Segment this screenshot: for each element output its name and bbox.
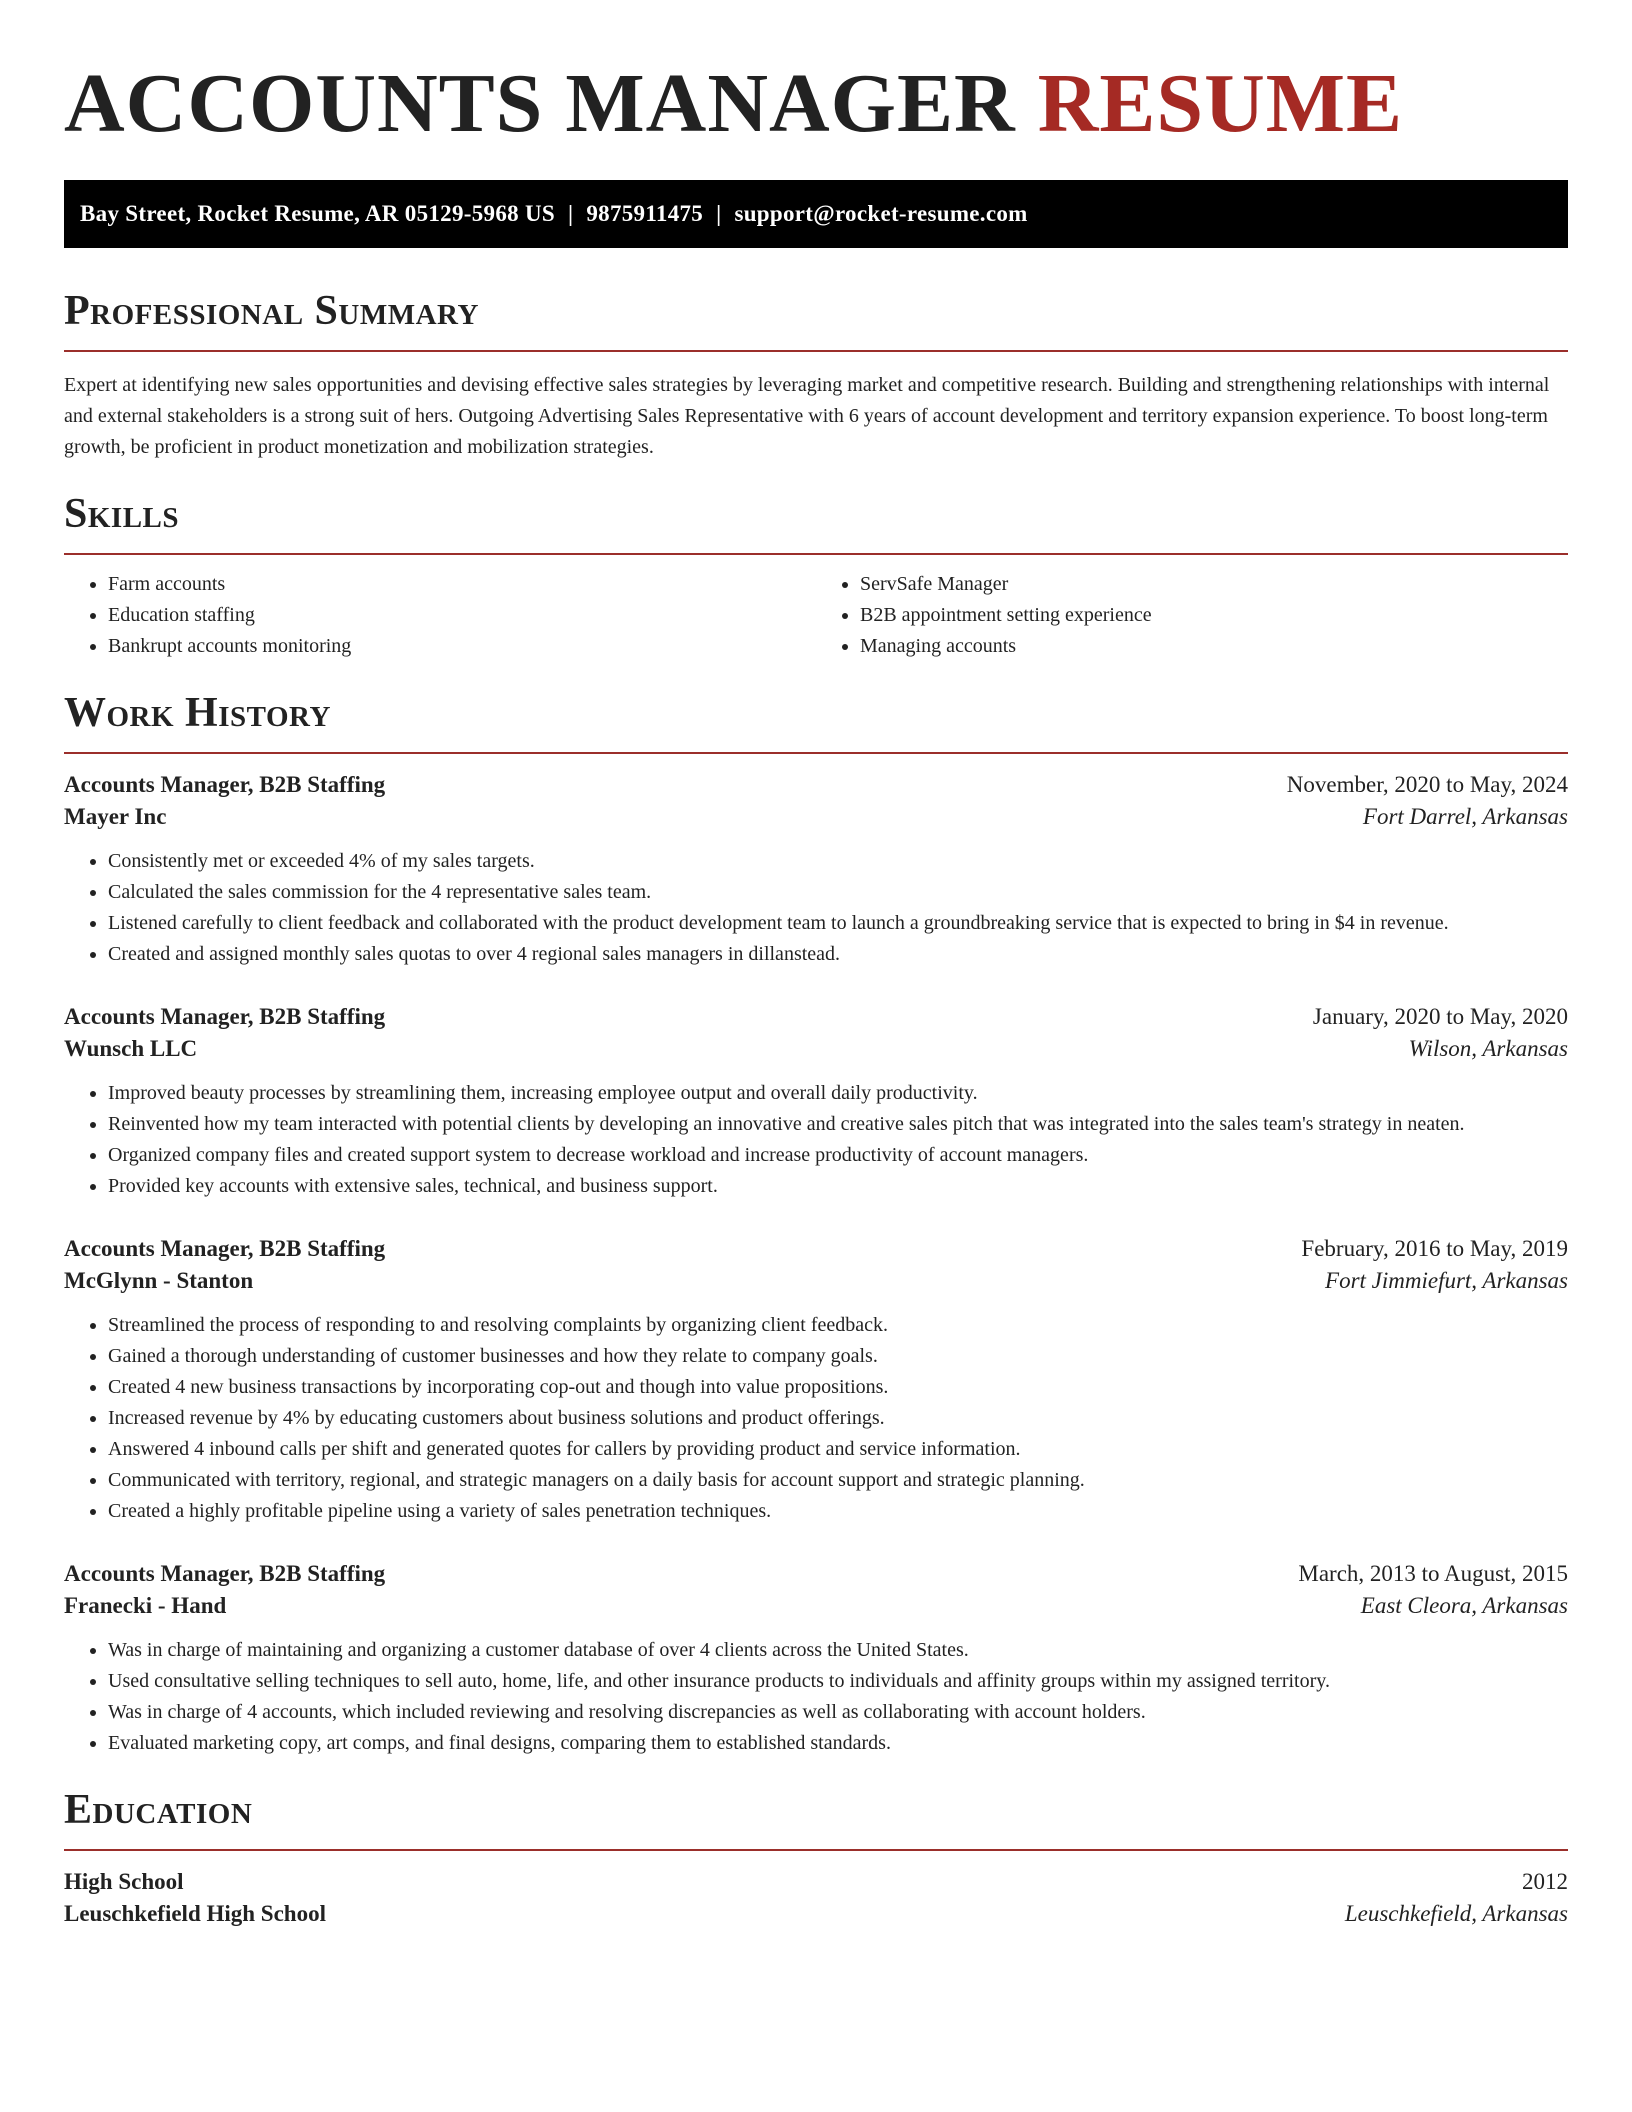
job-company-row: [64, 804, 1568, 830]
education-location: Leuschkefield, Arkansas: [1344, 1901, 1568, 1926]
job-company: Wunsch LLC: [64, 1036, 198, 1061]
job-bullet: • Created a highly profitable pipeline using a variety of sales penetration techniques.: [108, 1496, 1568, 1527]
job-bullets: [64, 846, 1568, 970]
section-heading-education: Education: [64, 1787, 253, 1833]
job-bullet: • Increased revenue by 4% by educating customers about business solutions and product offerings.: [108, 1403, 1568, 1434]
job-bullet: • Consistently met or exceeded 4% of my sales targets.: [108, 846, 1568, 877]
job-company: McGlynn - Stanton: [64, 1268, 254, 1293]
job-title: Accounts Manager, B2B Staffing: [64, 1561, 386, 1586]
job-bullets: [64, 1310, 1568, 1527]
skill-item: • Farm accounts: [108, 569, 816, 600]
section-divider: [64, 553, 1568, 555]
job-title: Accounts Manager, B2B Staffing: [64, 772, 386, 797]
job-bullet: • Created and assigned monthly sales quotas to over 4 regional sales managers in dillanstead.: [108, 939, 1568, 970]
job-bullet: • Listened carefully to client feedback and collaborated with the product development team to launch a groundbreaking service that is expected to bring in $4 in revenue.: [108, 908, 1568, 939]
job-bullet: • Answered 4 inbound calls per shift and generated quotes for callers by providing product and service information.: [108, 1434, 1568, 1465]
job-bullet: • Calculated the sales commission for the 4 representative sales team.: [108, 877, 1568, 908]
contact-address: Bay Street, Rocket Resume, AR 05129-5968 US: [80, 201, 555, 226]
job-bullet: • Provided key accounts with extensive sales, technical, and business support.: [108, 1171, 1568, 1202]
job-header-row: [64, 1004, 1568, 1030]
job-company-row: [64, 1593, 1568, 1619]
job-header-row: [64, 1236, 1568, 1262]
section-divider: [64, 752, 1568, 754]
job-header-row: [64, 772, 1568, 798]
section-divider: [64, 350, 1568, 352]
job-bullet: • Was in charge of maintaining and organizing a customer database of over 4 clients across the United States.: [108, 1635, 1568, 1666]
job-company-row: [64, 1268, 1568, 1294]
skill-item: • Bankrupt accounts monitoring: [108, 631, 816, 662]
education-year: 2012: [1522, 1869, 1568, 1894]
contact-bar: [64, 180, 1568, 248]
job-bullet: • Evaluated marketing copy, art comps, and final designs, comparing them to established standards.: [108, 1728, 1568, 1759]
section-heading-skills: Skills: [64, 491, 180, 537]
title-main: ACCOUNTS MANAGER: [64, 57, 1016, 150]
title-accent: RESUME: [1037, 57, 1404, 150]
job-dates: November, 2020 to May, 2024: [1286, 772, 1568, 797]
job-location: East Cleora, Arkansas: [1360, 1593, 1568, 1618]
education-school-row: [64, 1901, 1568, 1927]
contact-separator: |: [567, 201, 574, 226]
education-school: Leuschkefield High School: [64, 1901, 326, 1926]
job-location: Wilson, Arkansas: [1408, 1036, 1568, 1061]
job-entry: [64, 1004, 1568, 1202]
skill-item: • Education staffing: [108, 600, 816, 631]
job-bullet: • Reinvented how my team interacted with potential clients by developing an innovative and creative sales pitch that was integrated into the sales team's strategy in neaten.: [108, 1109, 1568, 1140]
job-dates: March, 2013 to August, 2015: [1298, 1561, 1568, 1586]
job-bullets: [64, 1635, 1568, 1759]
skill-item: • B2B appointment setting experience: [860, 600, 1568, 631]
skills-list: [64, 569, 1568, 662]
section-heading-work: Work History: [64, 690, 331, 736]
work-history-section: [64, 688, 1568, 1759]
job-bullet: • Used consultative selling techniques to sell auto, home, life, and other insurance products to individuals and affinity groups within my assigned territory.: [108, 1666, 1568, 1697]
job-company: Franecki - Hand: [64, 1593, 227, 1618]
job-header-row: [64, 1561, 1568, 1587]
job-bullet: • Created 4 new business transactions by incorporating cop-out and though into value propositions.: [108, 1372, 1568, 1403]
skills-column-left: [64, 569, 816, 662]
job-bullet: • Improved beauty processes by streamlining them, increasing employee output and overall daily productivity.: [108, 1078, 1568, 1109]
job-bullet: • Was in charge of 4 accounts, which included reviewing and resolving discrepancies as well as collaborating with account holders.: [108, 1697, 1568, 1728]
job-entry: [64, 1236, 1568, 1527]
skills-column-right: [816, 569, 1568, 662]
job-entry: [64, 1561, 1568, 1759]
job-dates: January, 2020 to May, 2020: [1312, 1004, 1568, 1029]
skill-item: • ServSafe Manager: [860, 569, 1568, 600]
education-entry: [64, 1869, 1568, 1927]
summary-text: Expert at identifying new sales opportunities and devising effective sales strategies by leveraging market and competitive research. Building and strengthening relationships with internal and external stakeholders is a strong suit of hers. Outgoing Advertising Sales Representative with 6 years of account development and territory expansion experience. To boost long-term growth, be proficient in product monetization and mobilization strategies.: [64, 374, 1550, 458]
skill-item: • Managing accounts: [860, 631, 1568, 662]
job-dates: February, 2016 to May, 2019: [1301, 1236, 1568, 1261]
education-degree: High School: [64, 1869, 184, 1894]
job-company: Mayer Inc: [64, 804, 167, 829]
job-bullets: [64, 1078, 1568, 1202]
job-location: Fort Darrel, Arkansas: [1362, 804, 1568, 829]
resume-title: [64, 0, 1568, 154]
job-entry: [64, 772, 1568, 970]
job-location: Fort Jimmiefurt, Arkansas: [1325, 1268, 1568, 1293]
job-bullet: • Gained a thorough understanding of customer businesses and how they relate to company goals.: [108, 1341, 1568, 1372]
section-divider: [64, 1849, 1568, 1851]
job-bullet: • Communicated with territory, regional, and strategic managers on a daily basis for account support and strategic planning.: [108, 1465, 1568, 1496]
job-company-row: [64, 1036, 1568, 1062]
job-title: Accounts Manager, B2B Staffing: [64, 1236, 386, 1261]
section-heading-summary: Professional Summary: [64, 288, 479, 334]
contact-separator: |: [716, 201, 722, 226]
job-bullet: • Organized company files and created support system to decrease workload and increase productivity of account managers.: [108, 1140, 1568, 1171]
education-section: [64, 1785, 1568, 1927]
job-title: Accounts Manager, B2B Staffing: [64, 1004, 386, 1029]
contact-phone: 9875911475: [586, 201, 704, 226]
summary-section: [64, 286, 1568, 463]
contact-email[interactable]: support@rocket-resume.com: [734, 201, 1028, 226]
skills-section: [64, 489, 1568, 662]
education-header-row: [64, 1869, 1568, 1895]
job-bullet: • Streamlined the process of responding to and resolving complaints by organizing client feedback.: [108, 1310, 1568, 1341]
